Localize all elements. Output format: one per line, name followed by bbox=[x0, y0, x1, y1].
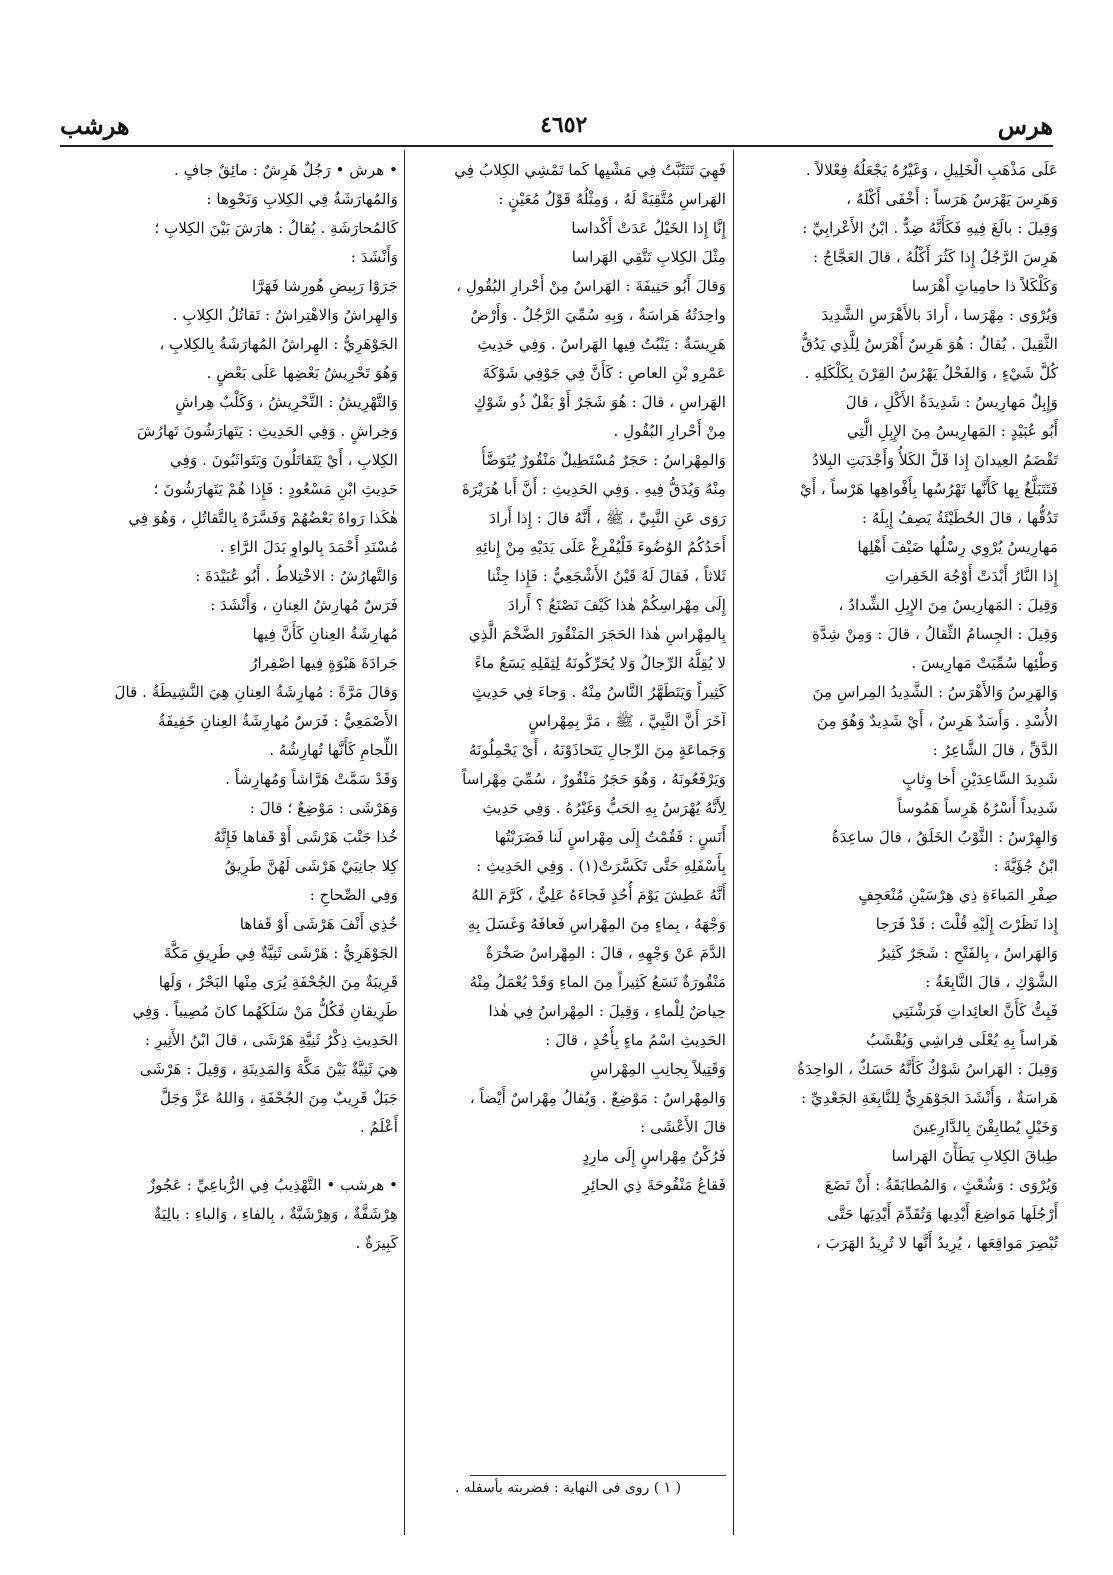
left-column-line: مُهارِشَةُ العِنانِ كَأَنَّ فِيها bbox=[252, 625, 398, 643]
left-column-line: وَالمُهارَشَةُ فِي الكِلابِ وَنَحْوِها : bbox=[206, 190, 398, 208]
right-column-line: وَإِبِلٌ مَهارِيسُ : شَدِيدَةُ الأَكْلِ ، قالَ bbox=[845, 393, 1058, 411]
middle-column-line: أَحَدُكُمُ الوُضُوءَ فَلْيُفْرِغْ عَلَى يَدَيْهِ مِنْ إِنائِهِ bbox=[475, 538, 726, 556]
left-column-line: كَبِيرَةٌ . bbox=[355, 1234, 398, 1252]
left-column-line: هِيَ ثَنِيَّةٌ بَيْنَ مَكَّةَ وَالمَدِينَةِ ، وَقِيلَ : هَرْشَى bbox=[139, 1060, 398, 1078]
right-column-line: وَقِيلَ : الهَراسُ شَوْكٌ كَأَنَّهُ حَسَكٌ ، الواحِدَةُ bbox=[797, 1060, 1058, 1078]
left-column-line: الحَدِيثِ ذِكْرُ ثَنِيَّةِ هَرْشَى ، قالَ ابْنُ الأَثِيرِ : bbox=[144, 1031, 398, 1049]
right-column-line: وَيُرْوَى : وَشُعْثٍ ، وَالمُطابَقَةُ : أَنْ تَضَعَ bbox=[824, 1176, 1058, 1194]
left-column-line: وَالتَّهارُشُ : الاخْتِلاطُ . أَبُو عُبَيْدَةَ : bbox=[195, 567, 398, 585]
middle-column-line: وَالمِهْراسُ : مَوْضِعٌ . وَيُقالُ مِهْراسٌ أَيْضاً ، bbox=[469, 1089, 726, 1107]
left-column-line: الجَوْهَرِيُّ : الهِراشُ المُهارَشَةُ بِالكِلابِ ، bbox=[159, 335, 398, 353]
middle-column-line: لا يُقِلُّهُ الرِّجالُ وَلا يُحَرِّكُونَهُ لِثِقَلِهِ يَسَعُ ماءً bbox=[474, 654, 726, 672]
right-column-line: فَبِتُّ كَأَنَّ العائِداتِ فَرَشْنَنِي bbox=[892, 1002, 1058, 1020]
middle-column-line: كَثِيراً وَيَتَطَهَّرُ النَّاسُ مِنْهُ . وَجاءَ فِي حَدِيثٍ bbox=[472, 683, 726, 701]
left-column-line: وَفِي الصِّحاحِ : bbox=[309, 886, 398, 904]
right-column-line: وَالهَراسُ ، بِالفَتْحِ : شَجَرٌ كَثِيرُ bbox=[878, 944, 1058, 962]
right-column-line: الثَّقِيلَ . يُقالُ : هُوَ هَرِسٌ أَهْرَسُ لِلَّذِي يَدُقُّ bbox=[801, 335, 1058, 353]
middle-column-line: هَرِيسَةٌ : يَنْبُتُ فِيها الهَراسُ . وَفِي حَدِيثِ bbox=[477, 335, 726, 353]
right-column-line: الأُسْدِ . وَأَسَدٌ هَرِسٌ ، أَيْ شَدِيدٌ وَهُوَ مِنَ bbox=[817, 712, 1058, 730]
left-column-line: جَرادَةَ هَبْوَةٍ فِيها اصْفِرارُ bbox=[250, 654, 398, 672]
right-column-line: إِذا النَّارُ أَبْدَتْ أَوْجُهَ الخَفِراتِ bbox=[885, 567, 1058, 585]
right-column-line: إِذا نَظَرْتَ إِلَيْهِ قُلْتَ : قَدْ فَرَجا bbox=[875, 915, 1058, 933]
column-divider-left bbox=[404, 150, 405, 1535]
right-column-line: وَقِيلَ : بالَغَ فِيهِ فَكَأَنَّهُ ضِدٌّ . ابْنُ الأَعْرابِيِّ : bbox=[802, 219, 1058, 237]
left-column-line: حَدِيثِ ابْنِ مَسْعُودٍ : فَإِذا هُمْ يَتَهارَشُونَ ؛ bbox=[153, 480, 398, 498]
left-column-line: خُذِي أَنْفَ هَرْشَى أَوْ قَفاها bbox=[239, 915, 398, 933]
right-column-line: وَكَلْكَلاً ذا حامِياتٍ أَهْرَسا bbox=[911, 277, 1058, 295]
left-column-line: فَرَسٌ مُهارِشُ العِنانِ ، وَأَنْشَدَ : bbox=[210, 596, 398, 614]
middle-column-line: بِالمِهْراسِ هٰذا الحَجَرَ المَنْقُورَ الضَّخْمَ الَّذِي bbox=[468, 625, 726, 643]
middle-column-line: رَوَى عَنِ النَّبِيِّ ، ﷺ ، أَنَّهُ قالَ : إِذا أَرادَ bbox=[489, 509, 726, 527]
right-column-line: وَالهَرِسُ وَالأَهْرَسُ : الشَّدِيدُ المِراسِ مِنَ bbox=[812, 683, 1058, 701]
middle-column-line: واحِدَتُهُ هَراسَةٌ ، وَبِهِ سُمِّيَ الرَّجُلُ . وَأَرْضٌ bbox=[470, 306, 726, 324]
header-rule bbox=[60, 145, 1053, 147]
right-column-line: شَدِيداً أَسْرُهُ هَرِساً هَمُوساً bbox=[897, 799, 1058, 817]
middle-column-line: الحَدِيثِ اسْمُ ماءٍ بِأُحُدٍ ، قالَ : bbox=[545, 1031, 726, 1049]
middle-column-line: إِلَى مِهْراسِكُمْ هٰذا كَيْفَ نَصْنَعُ ؟ أَرادَ bbox=[508, 596, 726, 614]
middle-column-line: مِنْ أَحْرارِ البُقُولِ . bbox=[613, 422, 726, 440]
right-column-line: تَقْضَمُ العِيدانَ إِذا قَلَّ الكَلأُ وَأَجْدَبَتِ البِلادُ bbox=[812, 451, 1058, 469]
left-column-line: جَبَلٌ قَرِيبٌ مِنَ الجُحْفَةِ ، وَاللهُ عَزَّ وَجَلَّ bbox=[160, 1089, 398, 1107]
right-column-line: وَطْئِها سُمِّيَتْ مَهارِيسَ . bbox=[911, 654, 1058, 672]
footnote-rule bbox=[470, 1475, 726, 1476]
header-right-word: هرس bbox=[997, 110, 1053, 140]
page-header bbox=[60, 105, 1053, 145]
middle-column-line: وَقالَ أَبُو حَنِيفَةَ : الهَراسُ مِنْ أَحْرارِ البُقُولِ ، bbox=[456, 277, 726, 295]
left-column-line: كَالمُحارَشَةِ . يُقالُ : هارَشَ بَيْنَ الكِلابِ ؛ bbox=[154, 219, 398, 237]
left-column-line: الأَصْمَعِيُّ : فَرَسٌ مُهارِشَةُ العِنانِ خَفِيفَةُ bbox=[158, 712, 398, 730]
right-column-line: تَدُقُّها ، قالَ الحُطَيْئَةُ يَصِفُ إِبِلَهُ : bbox=[861, 509, 1058, 527]
right-column-line: عَلَى مَذْهَبِ الْخَلِيلِ ، وَغَيْرُهُ يَجْعَلُهُ فِعْلالاً . bbox=[805, 161, 1058, 179]
right-column-line: شَدِيدَ السَّاعِدَيْنِ أَخا وِثابٍ bbox=[902, 770, 1058, 788]
middle-column-line: إِنَّا إِذا الخَيْلُ عَدَتْ أَكْداسا bbox=[571, 219, 726, 237]
middle-column-line: وَجَماعَةٍ مِنَ الرِّجالِ يَتَحاذَوْنَهُ ، أَيْ يَحْمِلُونَهُ bbox=[468, 741, 726, 759]
middle-column-line: لِأَنَّهُ يُهْرَسُ بِهِ الحَبُّ وَغَيْرُهُ . وَفِي حَدِيثِ bbox=[482, 799, 726, 817]
left-column-line: وَهَرْشَى : مَوْضِعٌ ؛ قالَ : bbox=[249, 799, 398, 817]
middle-column-line: وَالمِهْراسُ : حَجَرٌ مُسْتَطِيلٌ مَنْقُورٌ يُتَوَضَّأُ bbox=[481, 451, 726, 469]
right-column-line: صِفْرِ المَباءَةِ ذِي هِرْسَيْنِ مُنْعَجِفٍ bbox=[858, 886, 1058, 904]
middle-column-line: قالَ الأَعْشَى : bbox=[640, 1118, 726, 1136]
middle-column-line: الهَراسِ ، قالَ : هُوَ شَجَرٌ أَوْ بَقْلٌ ذُو شَوْكٍ bbox=[473, 393, 726, 411]
left-column-line: الجَوْهَرِيُّ : هَرْشَى ثَنِيَّةٌ فِي طَرِيقِ مَكَّةَ bbox=[163, 944, 398, 962]
left-column-line: خُذا جَنْبَ هَرْشَى أَوْ قَفاها فَإِنَّهُ bbox=[213, 828, 398, 846]
right-column-line: الشَّوْكِ ، قالَ النَّابِغَةُ : bbox=[925, 973, 1058, 991]
left-column-line: أَعْلَمُ . bbox=[359, 1118, 398, 1136]
right-column-line: ابْنُ جُؤَيَّةَ : bbox=[993, 857, 1058, 875]
right-column-line: طِباقَ الكِلابِ يَطَأْنَ الهَراسا bbox=[891, 1147, 1058, 1165]
middle-column-line: وَقَتِيلاً بِجانِبِ المِهْراسِ bbox=[589, 1060, 726, 1078]
middle-column-line: فَرُكْنُ مِهْراسٍ إِلَى مارِدٍ bbox=[582, 1147, 726, 1165]
footnote: ( ١ ) روى فى النهاية : فضربته بأسفله . bbox=[454, 1480, 682, 1496]
right-column-line: هَراسَةٌ ، وَأَنْشَدَ الجَوْهَرِيُّ لِلنَّابِغَةِ الجَعْدِيِّ : bbox=[801, 1089, 1058, 1107]
left-column-line: وَأَنْشَدَ : bbox=[350, 248, 398, 266]
middle-column-line: أَنَّهُ عَطِشَ يَوْمَ أُحُدٍ فَجاءَهُ عَلِيٌّ ، كَرَّمَ اللهُ bbox=[471, 886, 726, 904]
middle-column-line: مِنْهُ وَيُدَقُّ فِيهِ . وَفِي الحَدِيثِ : أَنَّ أَبا هُرَيْرَةَ bbox=[462, 480, 726, 498]
left-column-line: • هرش • رَجُلٌ هَرِشٌ : مائِقٌ جافٍ . bbox=[174, 161, 398, 179]
middle-column-line: ثَلاثاً ، فَقالَ لَهُ قَيْنُ الأَشْجَعِيُّ : فَإِذا جِئْنا bbox=[486, 567, 726, 585]
middle-column-line: أَنَسٍ : فَقُمْتُ إِلَى مِهْراسٍ لَنا فَضَرَبْتُها bbox=[494, 828, 726, 846]
left-column-line: اللِّجامِ كَأَنَّها تُهارِشُهُ . bbox=[269, 741, 398, 759]
middle-column-line: بِأَسْفَلِهِ حَتَّى تَكَسَّرَتْ(١) . وَفِي الحَدِيثِ : bbox=[476, 857, 726, 875]
middle-column-line: الدَّمَ عَنْ وَجْهِهِ ، قالَ : المِهْراسُ صَخْرَةٌ bbox=[485, 944, 726, 962]
middle-column-line: آخَرَ أَنَّ النَّبِيَّ ، ﷺ ، مَرَّ بِمِهْراسٍ bbox=[528, 712, 726, 730]
right-column-line: وَهَرِسَ يَهْرَسُ هَرَساً : أَخْفَى أَكْلَهُ ، bbox=[846, 190, 1058, 208]
middle-column-line: حِياضٌ لِلْماءِ ، وَقِيلَ : المِهْراسُ فِي هٰذا bbox=[488, 1002, 726, 1020]
left-column-line: قَرِيبَةٌ مِنَ الجُحْفَةِ يُرَى مِنْها البَحْرُ ، وَلَها bbox=[158, 973, 398, 991]
left-column-line bbox=[60, 1142, 398, 1171]
left-column-line: الكِلابِ ، أَيْ يَتَقاتَلُونَ وَيَتَواثَبُونَ . وَفِي bbox=[169, 451, 398, 469]
right-column-line: وَقِيلَ : الجِسامُ الثِّقالُ ، قالَ : وَمِنْ شِدَّةِ bbox=[811, 625, 1058, 643]
column-divider-right bbox=[733, 150, 734, 1535]
header-left-word: هرشب bbox=[60, 110, 130, 140]
middle-column-line: وَيَرْفَعُونَهُ ، وَهُوَ حَجَرٌ مَنْقُورٌ ، سُمِّيَ مِهْراساً bbox=[462, 770, 726, 788]
right-column-line: الدَّقِّ ، قالَ الشَّاعِرُ : bbox=[932, 741, 1058, 759]
left-column-line: كِلا جانِبَيْ هَرْشَى لَهُنَّ طَرِيقُ bbox=[224, 857, 398, 875]
right-column-line: أَرْجُلَها مَواضِعَ أَيْدِيها وَتُقَدِّمَ أَيْدِيَها حَتَّى bbox=[827, 1205, 1058, 1223]
middle-column bbox=[410, 156, 726, 1471]
left-column-line: هِرْشَفَّةٌ ، وَهِرْشَبَّةٌ ، بِالفاءِ ، وَالباءِ : بالِيَةٌ bbox=[153, 1205, 398, 1223]
right-column-line: أَبُو عُبَيْدٍ : المَهارِيسُ مِنَ الإِبِلِ الَّتِي bbox=[846, 422, 1058, 440]
left-column-line: وَالتَّهْرِيشُ : التَّحْرِيشُ ، وَكَلْبٌ هِراشٍ bbox=[175, 393, 398, 411]
left-column-line: وَالهِراشُ وَالاهْتِراشُ : تَقاتُلُ الكِلابِ . bbox=[172, 306, 398, 324]
left-column-line: جَرَوْا رَبِيضِ هُورِشا فَهَرَّا bbox=[252, 277, 398, 295]
middle-column-line: مَنْقُورَةٌ تَسَعُ كَثِيراً مِنَ الماءِ وَقَدْ يُعْمَلُ مِنْهُ bbox=[469, 973, 726, 991]
right-column-line: مَهارِيسُ يُرْوِي رِسْلُها ضَيْفَ أَهْلِها bbox=[857, 538, 1058, 556]
middle-column-line: مِثْلَ الكِلابِ تَتَّقِي الهَراسا bbox=[571, 248, 726, 266]
middle-column-line: فَقاعُ مَنْفُوحَةَ ذِي الحائِرِ bbox=[582, 1176, 726, 1194]
right-column-line: كُلَّ شَيْءٍ ، وَالفَحْلُ يَهْرُسُ القِرْنَ بِكَلْكَلِهِ . bbox=[804, 364, 1058, 382]
right-column-line: وَيُرْوَى : مِهْرَسا ، أَرادَ بالأَهْرَسِ الشَّدِيدَ bbox=[821, 306, 1058, 324]
left-column-line: وَقالَ مَرَّةً : مُهارِشَةُ العِنانِ هِيَ النَّشِيطَةُ . قالَ bbox=[114, 683, 398, 701]
right-column-line: وَخَيْلٍ يُطابِقْنَ بِالدَّارِعِينَ bbox=[912, 1118, 1058, 1136]
left-column-line: وَهُوَ تَحْرِيشُ بَعْضِها عَلَى بَعْضٍ . bbox=[206, 364, 398, 382]
right-column-line: فَتَتَبَلَّغُ بِها كَأَنَّها تَهْرُسُها بِأَفْواهِها هَرْساً ، أَيْ bbox=[799, 480, 1058, 498]
middle-column-line: فَهِيَ تَتَثَبَّتُ فِي مَشْيِها كَما تَمْشِي الكِلابُ فِي bbox=[454, 161, 726, 179]
left-column-line: طَرِيقانِ فَكُلُّ مَنْ سَلَكَهُما كانَ مُصِيباً . وَفِي bbox=[132, 1002, 398, 1020]
left-column bbox=[60, 156, 398, 1541]
middle-column-line: وَجْهَهُ ، بِماءٍ مِنَ المِهْراسِ فَعافَهُ وَغَسَلَ بِهِ bbox=[467, 915, 726, 933]
left-column-line: وَقَدْ سَمَّتْ هَرَّاشاً وَمُهارِشاً . bbox=[225, 770, 398, 788]
right-column-line: تُبْصِرَ مَواقِعَها ، يُرِيدُ أَنَّها لا تُرِيدُ الهَرَبَ ، bbox=[815, 1234, 1058, 1252]
left-column-line: • هرشب • التَّهْذِيبُ فِي الرُّباعِيِّ : عَجُوزٌ bbox=[147, 1176, 398, 1194]
left-column-line: هٰكَذا رَواهُ بَعْضُهُمْ وَفَسَّرَهُ بِالتَّقاتُلِ ، وَهُوَ فِي bbox=[128, 509, 398, 527]
left-column-line: مُسْنَدِ أَحْمَدَ بِالواوِ بَدَلَ الرَّاءِ . bbox=[219, 538, 398, 556]
right-column bbox=[740, 156, 1058, 1541]
page-number: ٤٦٥٢ bbox=[540, 112, 588, 138]
middle-column-line: عَمْرِو بْنِ العاصِ : كَأَنَّ فِي جَوْفِي شَوْكَةَ bbox=[482, 364, 726, 382]
right-column-line: وَالهِرْسُ : الثَّوْبُ الخَلَقُ ، قالَ ساعِدَةُ bbox=[831, 828, 1058, 846]
right-column-line: وَقِيلَ : المَهارِيسُ مِنَ الإِبِلِ الشِّدادُ ، bbox=[838, 596, 1058, 614]
left-column-line: وَخِراشٍ . وَفِي الحَدِيثِ : يَتَهارَشُونَ تَهارُشَ bbox=[136, 422, 398, 440]
right-column-line: هَرِسَ الرَّجُلُ إِذا كَثُرَ أَكْلُهُ ، قالَ العَجَّاجُ : bbox=[812, 248, 1058, 266]
right-column-line: هَراساً بِهِ يُعْلَى فِراشِي وَيُقْشَبُ bbox=[866, 1031, 1058, 1049]
middle-column-line: الهَراسِ مُتَّقِيَةً لَهُ ، وَمِثْلُهُ قَوْلُ مُعَيْنٍ : bbox=[498, 190, 726, 208]
